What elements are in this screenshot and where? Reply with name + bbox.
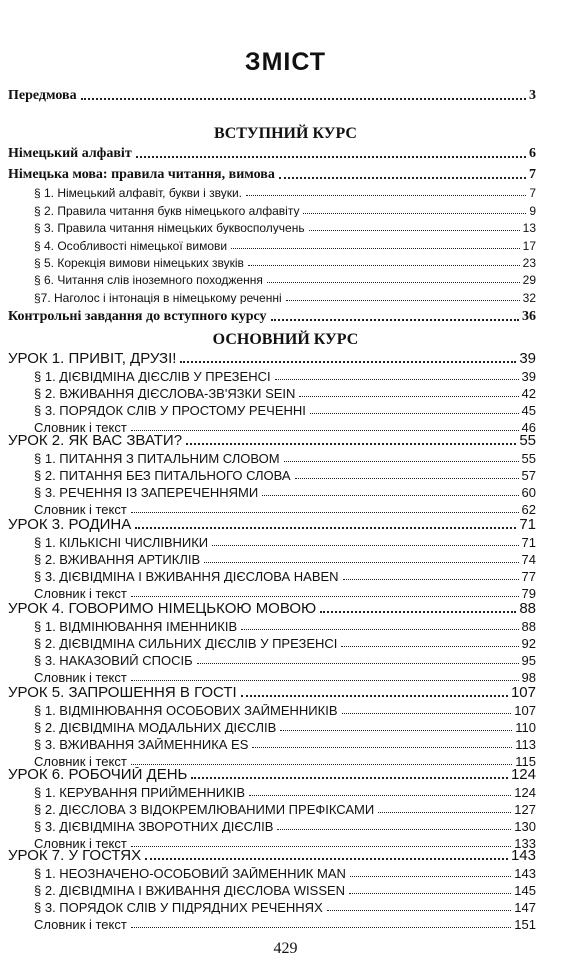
dot-leader bbox=[231, 248, 520, 249]
dot-leader bbox=[131, 927, 511, 928]
lesson-title bbox=[8, 848, 536, 863]
dot-leader bbox=[342, 713, 512, 714]
entry-page: 107 bbox=[510, 685, 536, 700]
entry-page: 17 bbox=[522, 240, 536, 252]
entry-page: 62 bbox=[521, 503, 536, 516]
lesson-subentry bbox=[34, 721, 536, 734]
lesson-subentry bbox=[34, 587, 536, 600]
entry-page: 124 bbox=[510, 767, 536, 782]
entry-page: 151 bbox=[514, 918, 536, 931]
entry-page: 7 bbox=[529, 187, 536, 199]
lesson-subentry bbox=[34, 820, 536, 833]
dot-leader bbox=[241, 629, 518, 630]
lesson-subentry bbox=[34, 867, 536, 880]
entry-page: 3 bbox=[529, 89, 536, 103]
entry-page: 88 bbox=[521, 620, 536, 633]
page-number: 429 bbox=[273, 940, 298, 957]
entry-text: Словник і текст bbox=[34, 837, 127, 850]
entry-text: § 2. ПИТАННЯ БЕЗ ПИТАЛЬНОГО СЛОВА bbox=[34, 469, 291, 482]
dot-leader bbox=[131, 596, 519, 597]
entry-page: 127 bbox=[514, 803, 536, 816]
entry-text: § 6. Читання слів іноземного походження bbox=[34, 274, 263, 286]
entry-page: 92 bbox=[521, 637, 536, 650]
entry-text: § 3. Правила читання німецьких буквосполучень bbox=[34, 222, 305, 234]
entry-page: 23 bbox=[522, 257, 536, 269]
dot-leader bbox=[320, 611, 516, 613]
entry-page: 46 bbox=[521, 421, 536, 434]
entry-text: § 3. ПОРЯДОК СЛІВ У ПРОСТОМУ РЕЧЕННІ bbox=[34, 404, 306, 417]
lesson-subentry bbox=[34, 738, 536, 751]
entry-text: Контрольні завдання до вступного курсу bbox=[8, 310, 267, 324]
dot-leader bbox=[349, 893, 511, 894]
dot-leader bbox=[136, 156, 526, 158]
entry-page: 74 bbox=[521, 553, 536, 566]
entry-page: 55 bbox=[521, 452, 536, 465]
page-title: ЗМІСТ bbox=[244, 48, 327, 76]
dot-leader bbox=[341, 646, 518, 647]
entry-text: § 2. ДІЄВІДМІНА І ВЖИВАННЯ ДІЄСЛОВА WISSEN bbox=[34, 884, 346, 897]
toc-subentry bbox=[34, 257, 536, 269]
toc-entry-alphabet bbox=[8, 147, 536, 161]
lesson-title bbox=[8, 517, 536, 532]
entry-page: 95 bbox=[521, 654, 536, 667]
entry-text: УРОК 2. ЯК ВАС ЗВАТИ? bbox=[8, 433, 183, 448]
entry-text: УРОК 6. РОБОЧИЙ ДЕНЬ bbox=[8, 767, 188, 782]
entry-text: Передмова bbox=[8, 89, 77, 103]
dot-leader bbox=[249, 795, 511, 796]
toc-subentry bbox=[34, 240, 536, 252]
dot-leader bbox=[180, 361, 516, 363]
lesson-subentry bbox=[34, 370, 536, 383]
dot-leader bbox=[145, 858, 508, 860]
entry-page: 147 bbox=[514, 901, 536, 914]
entry-text: § 4. Особливості німецької вимови bbox=[34, 240, 228, 252]
entry-page: 7 bbox=[529, 168, 536, 182]
entry-page: 113 bbox=[515, 738, 536, 751]
toc-subentry bbox=[34, 274, 536, 286]
entry-page: 55 bbox=[519, 433, 536, 448]
entry-text: УРОК 4. ГОВОРИМО НІМЕЦЬКОЮ МОВОЮ bbox=[8, 601, 317, 616]
lesson-subentry bbox=[34, 637, 536, 650]
entry-page: 133 bbox=[514, 837, 536, 850]
entry-page: 98 bbox=[521, 671, 536, 684]
entry-text: Словник і текст bbox=[34, 918, 127, 931]
lesson-subentry bbox=[34, 918, 536, 931]
lesson-subentry bbox=[34, 704, 536, 717]
dot-leader bbox=[343, 579, 519, 580]
lesson-subentry bbox=[34, 404, 536, 417]
entry-page: 107 bbox=[514, 704, 536, 717]
entry-page: 88 bbox=[519, 601, 536, 616]
dot-leader bbox=[212, 545, 518, 546]
entry-text: § 3. ВЖИВАННЯ ЗАЙМЕННИКА ES bbox=[34, 738, 249, 751]
entry-text: § 1. НЕОЗНАЧЕНО-ОСОБОВИЙ ЗАЙМЕННИК MAN bbox=[34, 867, 346, 880]
dot-leader bbox=[275, 379, 519, 380]
entry-text: § 1. ВІДМІНЮВАННЯ ІМЕННИКІВ bbox=[34, 620, 238, 633]
entry-page: 110 bbox=[515, 721, 536, 734]
entry-text: § 3. ПОРЯДОК СЛІВ У ПІДРЯДНИХ РЕЧЕННЯХ bbox=[34, 901, 323, 914]
dot-leader bbox=[262, 495, 518, 496]
entry-page: 143 bbox=[510, 848, 536, 863]
entry-page: 13 bbox=[522, 222, 536, 234]
entry-text: § 3. ДІЄВІДМІНА ЗВОРОТНИХ ДІЄСЛІВ bbox=[34, 820, 274, 833]
lesson-subentry bbox=[34, 803, 536, 816]
dot-leader bbox=[350, 876, 511, 877]
entry-page: 60 bbox=[521, 486, 536, 499]
section-heading-main: ОСНОВНИЙ КУРС bbox=[212, 331, 359, 348]
entry-text: § 1. ДІЄВІДМІНА ДІЄСЛІВ У ПРЕЗЕНСІ bbox=[34, 370, 271, 383]
entry-text: Словник і текст bbox=[34, 671, 127, 684]
dot-leader bbox=[248, 265, 520, 266]
lesson-subentry bbox=[34, 452, 536, 465]
entry-text: § 1. ВІДМІНЮВАННЯ ОСОБОВИХ ЗАЙМЕННИКІВ bbox=[34, 704, 338, 717]
lesson-subentry bbox=[34, 469, 536, 482]
lesson-subentry bbox=[34, 671, 536, 684]
lesson-subentry bbox=[34, 553, 536, 566]
entry-text: § 2. ДІЄВІДМІНА МОДАЛЬНИХ ДІЄСЛІВ bbox=[34, 721, 277, 734]
entry-page: 36 bbox=[522, 310, 536, 324]
dot-leader bbox=[277, 829, 511, 830]
dot-leader bbox=[303, 213, 526, 214]
toc-subentry bbox=[34, 205, 536, 217]
entry-page: 32 bbox=[522, 292, 536, 304]
entry-text: УРОК 7. У ГОСТЯХ bbox=[8, 848, 142, 863]
dot-leader bbox=[284, 461, 519, 462]
dot-leader bbox=[131, 680, 519, 681]
dot-leader bbox=[309, 230, 520, 231]
entry-text: Словник і текст bbox=[34, 421, 127, 434]
entry-page: 39 bbox=[521, 370, 536, 383]
dot-leader bbox=[295, 478, 519, 479]
dot-leader bbox=[186, 443, 516, 445]
lesson-title bbox=[8, 767, 536, 782]
dot-leader bbox=[271, 319, 519, 321]
entry-text: § 2. ВЖИВАННЯ АРТИКЛІВ bbox=[34, 553, 201, 566]
lesson-title bbox=[8, 433, 536, 448]
entry-page: 6 bbox=[529, 147, 536, 161]
entry-text: § 3. НАКАЗОВИЙ СПОСІБ bbox=[34, 654, 193, 667]
entry-page: 124 bbox=[514, 786, 536, 799]
entry-page: 79 bbox=[521, 587, 536, 600]
dot-leader bbox=[241, 695, 508, 697]
dot-leader bbox=[267, 282, 520, 283]
entry-text: § 3. РЕЧЕННЯ ІЗ ЗАПЕРЕЧЕННЯМИ bbox=[34, 486, 259, 499]
entry-page: 130 bbox=[514, 820, 536, 833]
entry-text: § 1. Німецький алфавіт, букви і звуки. bbox=[34, 187, 242, 199]
entry-text: § 1. КЕРУВАННЯ ПРИЙМЕННИКІВ bbox=[34, 786, 246, 799]
dot-leader bbox=[135, 527, 516, 529]
toc-subentry bbox=[34, 187, 536, 199]
entry-text: УРОК 5. ЗАПРОШЕННЯ В ГОСТІ bbox=[8, 685, 237, 700]
entry-text: § 2. Правила читання букв німецького алфавіту bbox=[34, 205, 300, 217]
entry-text: § 1. ПИТАННЯ З ПИТАЛЬНИМ СЛОВОМ bbox=[34, 452, 280, 465]
entry-text: УРОК 1. ПРИВІТ, ДРУЗІ! bbox=[8, 351, 177, 366]
entry-page: 9 bbox=[529, 205, 536, 217]
lesson-subentry bbox=[34, 654, 536, 667]
dot-leader bbox=[279, 177, 526, 179]
entry-page: 143 bbox=[514, 867, 536, 880]
dot-leader bbox=[246, 195, 526, 196]
entry-text: § 2. ДІЄВІДМІНА СИЛЬНИХ ДІЄСЛІВ У ПРЕЗЕНСІ bbox=[34, 637, 338, 650]
entry-text: УРОК 3. РОДИНА bbox=[8, 517, 132, 532]
entry-text: § 1. КІЛЬКІСНІ ЧИСЛІВНИКИ bbox=[34, 536, 209, 549]
entry-page: 45 bbox=[521, 404, 536, 417]
dot-leader bbox=[378, 812, 511, 813]
toc-entry-preface bbox=[8, 89, 536, 103]
lesson-subentry bbox=[34, 884, 536, 897]
dot-leader bbox=[197, 663, 519, 664]
toc-entry-control bbox=[8, 310, 536, 324]
dot-leader bbox=[131, 512, 519, 513]
lesson-subentry bbox=[34, 786, 536, 799]
entry-text: § 5. Корекція вимови німецьких звуків bbox=[34, 257, 244, 269]
lesson-title bbox=[8, 685, 536, 700]
lesson-subentry bbox=[34, 536, 536, 549]
entry-page: 77 bbox=[521, 570, 536, 583]
lesson-subentry bbox=[34, 901, 536, 914]
lesson-subentry bbox=[34, 503, 536, 516]
entry-text: §7. Наголос і інтонація в німецькому реченні bbox=[34, 292, 282, 304]
lesson-subentry bbox=[34, 486, 536, 499]
toc-subentry bbox=[34, 292, 536, 304]
dot-leader bbox=[131, 430, 519, 431]
entry-text: § 3. ДІЄВІДМІНА І ВЖИВАННЯ ДІЄСЛОВА HABEN bbox=[34, 570, 339, 583]
dot-leader bbox=[327, 910, 512, 911]
entry-text: Словник і текст bbox=[34, 755, 127, 768]
dot-leader bbox=[131, 846, 511, 847]
entry-page: 57 bbox=[521, 469, 536, 482]
toc-subentry bbox=[34, 222, 536, 234]
dot-leader bbox=[131, 764, 512, 765]
toc-entry-language bbox=[8, 168, 536, 182]
section-heading-intro: ВСТУПНИЙ КУРС bbox=[214, 125, 357, 142]
entry-page: 71 bbox=[519, 517, 536, 532]
entry-text: Німецький алфавіт bbox=[8, 147, 132, 161]
entry-page: 39 bbox=[519, 351, 536, 366]
dot-leader bbox=[81, 98, 526, 100]
lesson-subentry bbox=[34, 387, 536, 400]
entry-text: Німецька мова: правила читання, вимова bbox=[8, 168, 275, 182]
entry-page: 71 bbox=[521, 536, 536, 549]
dot-leader bbox=[286, 300, 520, 301]
dot-leader bbox=[204, 562, 518, 563]
dot-leader bbox=[252, 747, 512, 748]
lesson-subentry bbox=[34, 620, 536, 633]
lesson-title bbox=[8, 351, 536, 366]
entry-page: 115 bbox=[515, 755, 536, 768]
entry-text: § 2. ВЖИВАННЯ ДІЄСЛОВА-ЗВ'ЯЗКИ SEIN bbox=[34, 387, 296, 400]
dot-leader bbox=[299, 396, 518, 397]
lesson-title bbox=[8, 601, 536, 616]
entry-page: 29 bbox=[522, 274, 536, 286]
entry-text: § 2. ДІЄСЛОВА З ВІДОКРЕМЛЮВАНИМИ ПРЕФІКСАМИ bbox=[34, 803, 375, 816]
dot-leader bbox=[191, 777, 508, 779]
entry-text: Словник і текст bbox=[34, 587, 127, 600]
entry-text: Словник і текст bbox=[34, 503, 127, 516]
entry-page: 145 bbox=[514, 884, 536, 897]
entry-page: 42 bbox=[521, 387, 536, 400]
dot-leader bbox=[310, 413, 519, 414]
dot-leader bbox=[280, 730, 512, 731]
lesson-subentry bbox=[34, 570, 536, 583]
